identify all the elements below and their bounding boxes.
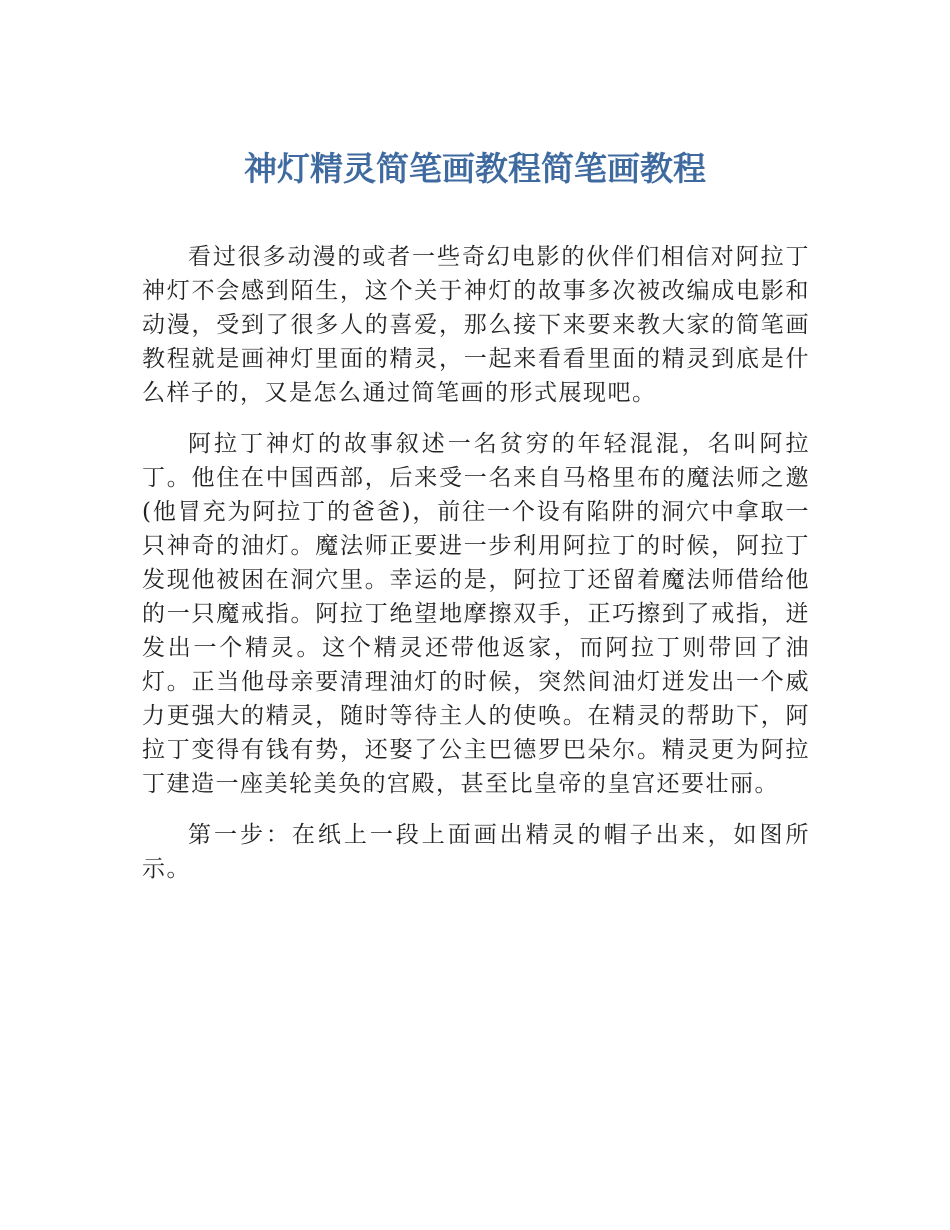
document-title: 神灯精灵简笔画教程简笔画教程	[244, 149, 706, 188]
paragraph-intro: 看过很多动漫的或者一些奇幻电影的伙伴们相信对阿拉丁神灯不会感到陌生，这个关于神灯的故事多次被改编成电影和动漫，受到了很多人的喜爱，那么接下来要来教大家的简笔画教程就是画神灯里面的精灵，一起来看看里面的精灵到底是什么样子的，又是怎么通过简笔画的形式展现吧。	[142, 244, 810, 406]
paragraph-story: 阿拉丁神灯的故事叙述一名贫穷的年轻混混，名叫阿拉丁。他住在中国西部，后来受一名来自马格里布的魔法师之邀(他冒充为阿拉丁的爸爸)，前往一个设有陷阱的洞穴中拿取一只神奇的油灯。魔法师正要进一步利用阿拉丁的时候，阿拉丁发现他被困在洞穴里。幸运的是，阿拉丁还留着魔法师借给他的一只魔戒指。阿拉丁绝望地摩擦双手，正巧擦到了戒指，迸发出一个精灵。这个精灵还带他返家，而阿拉丁则带回了油灯。正当他母亲要清理油灯的时候，突然间油灯迸发出一个威力更强大的精灵，随时等待主人的使唤。在精灵的帮助下，阿拉丁变得有钱有势，还娶了公主巴德罗巴朵尔。精灵更为阿拉丁建造一座美轮美奂的宫殿，甚至比皇帝的皇宫还要壮丽。	[142, 431, 810, 797]
paragraph-step-one: 第一步：在纸上一段上面画出精灵的帽子出来，如图所示。	[142, 822, 810, 882]
document-body	[142, 240, 810, 903]
